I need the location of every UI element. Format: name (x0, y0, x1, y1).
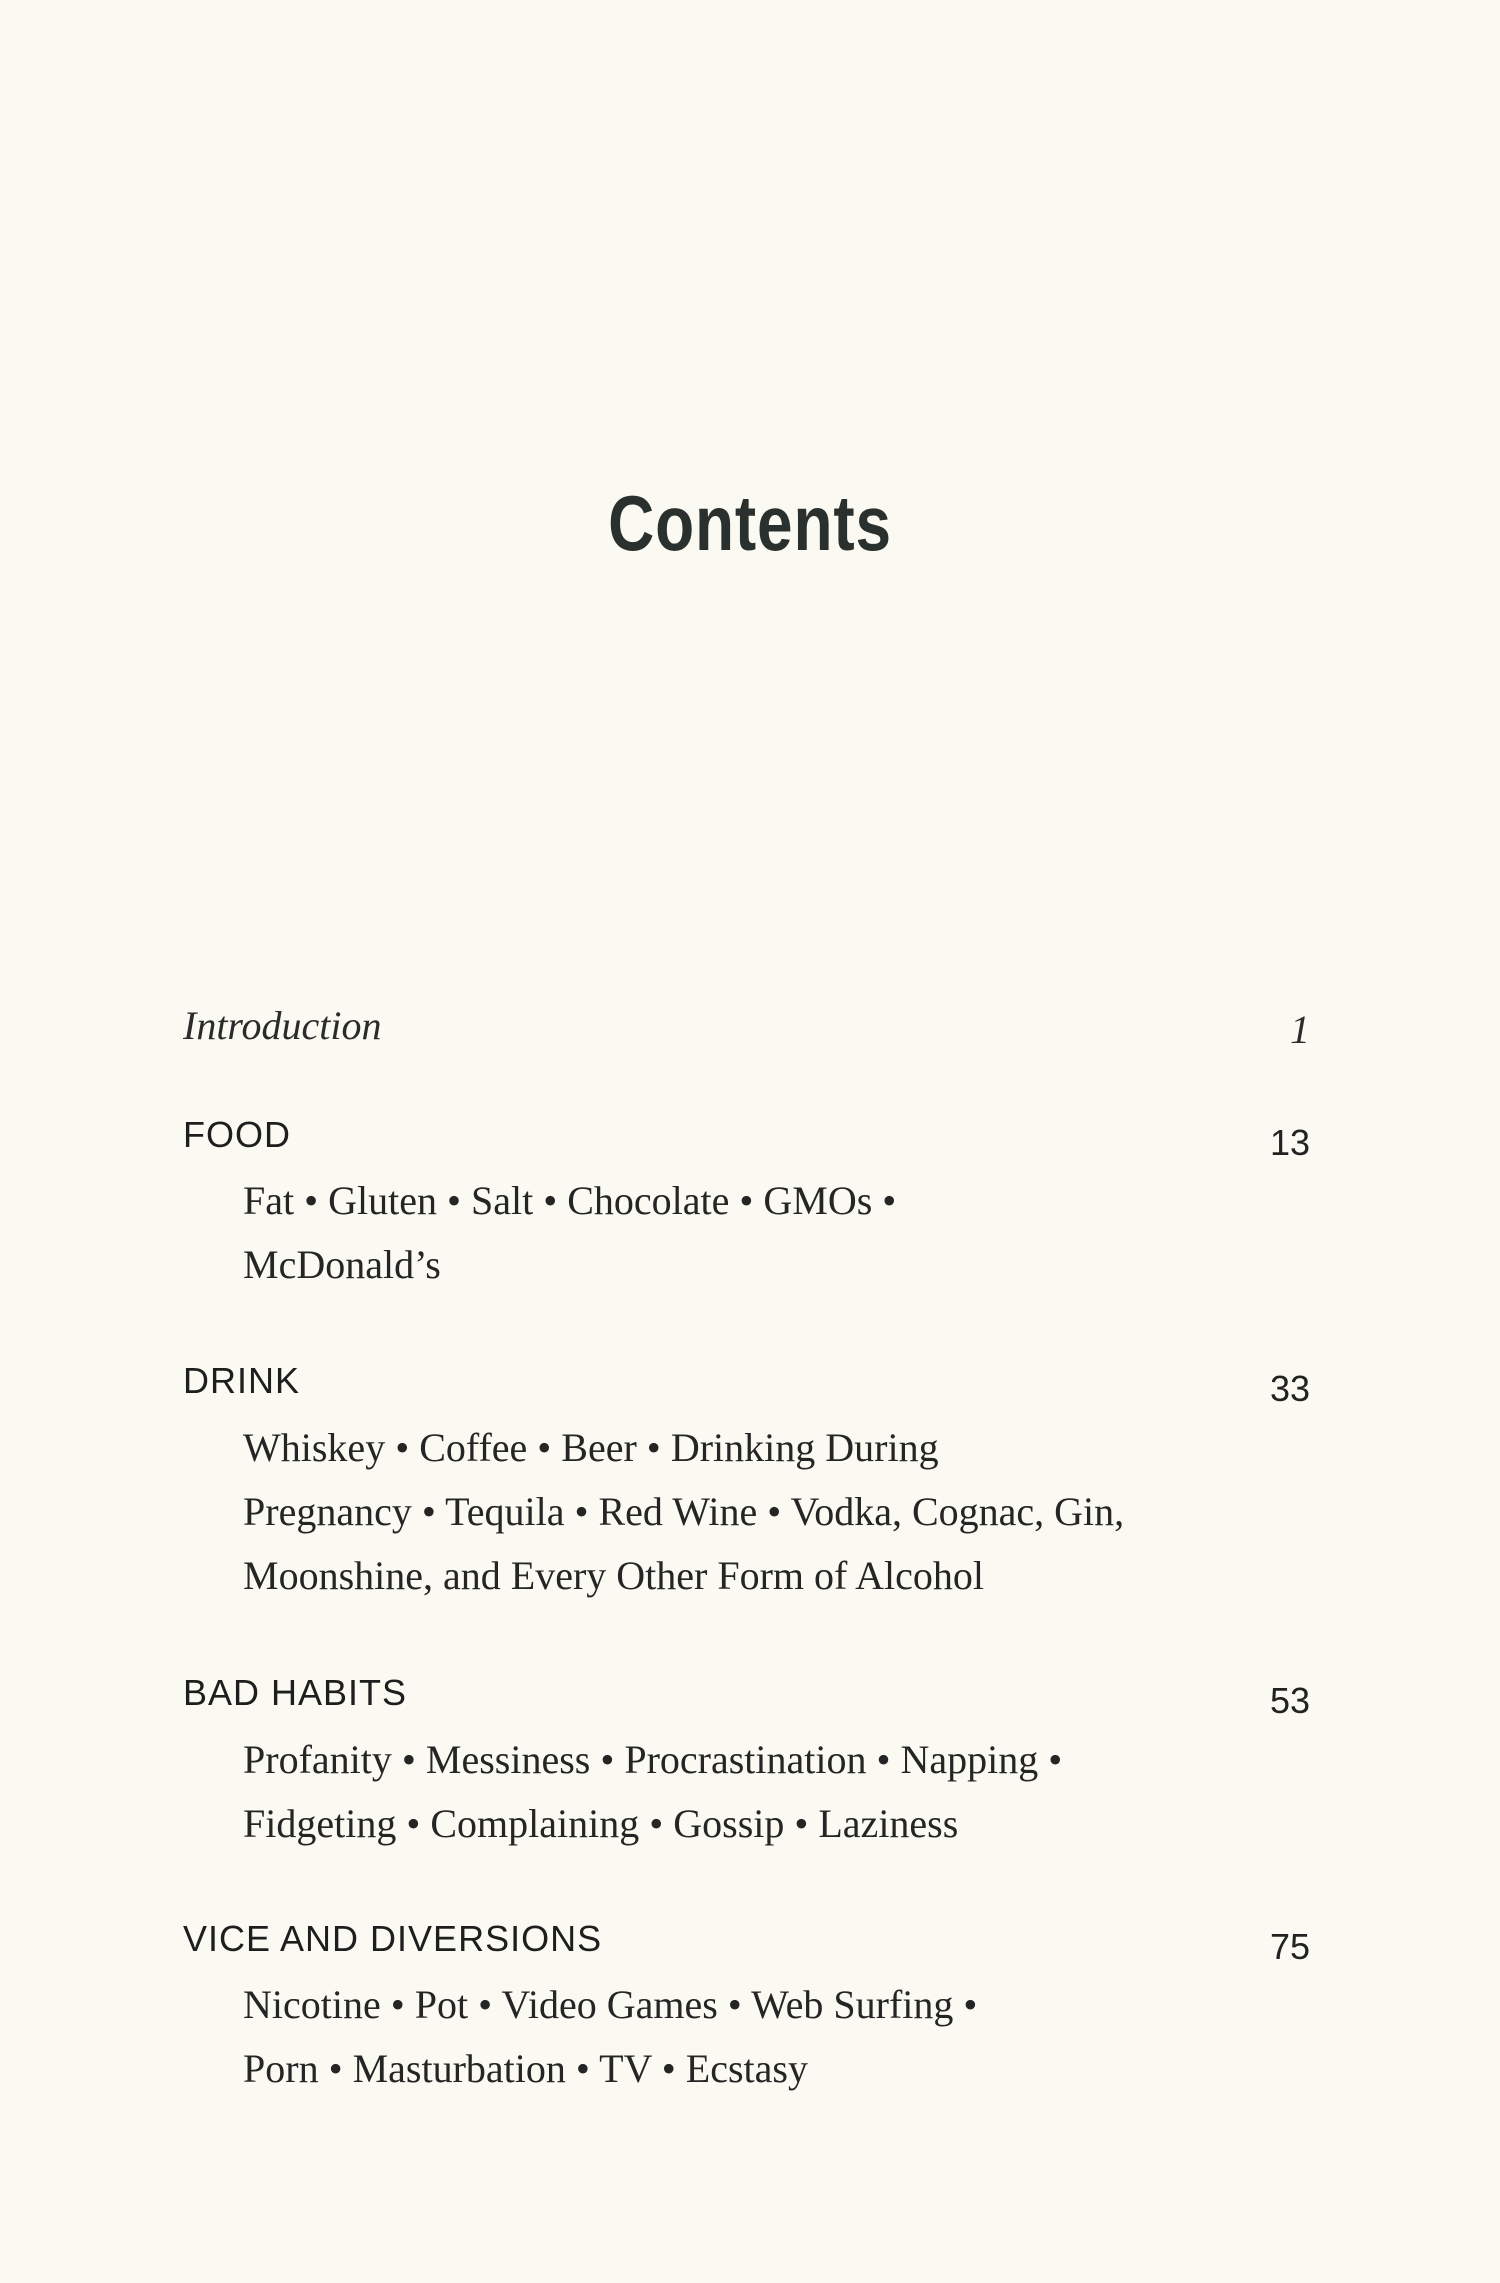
topic-line: Profanity • Messiness • Procrastination • Napping • (243, 1737, 1063, 1782)
topic-line: Fat • Gluten • Salt • Chocolate • GMOs • (243, 1178, 897, 1223)
section-topics (243, 1973, 1283, 2101)
introduction-page-number: 1 (1290, 1007, 1310, 1052)
page-title: Contents (608, 479, 892, 567)
topic-line: McDonald’s (243, 1242, 441, 1287)
introduction-label: Introduction (183, 1003, 382, 1048)
topic-line: Porn • Masturbation • TV • Ecstasy (243, 2046, 808, 2091)
topic-line: Whiskey • Coffee • Beer • Drinking During (243, 1425, 939, 1470)
section-heading: DRINK (183, 1360, 301, 1401)
section-topics (243, 1416, 1283, 1608)
section-page-number: 13 (1270, 1122, 1311, 1163)
section-heading: BAD HABITS (183, 1672, 408, 1713)
section-page-number: 75 (1270, 1926, 1311, 1967)
section-page-number: 53 (1270, 1680, 1311, 1721)
section-topics (243, 1728, 1283, 1856)
topic-line: Pregnancy • Tequila • Red Wine • Vodka, Cognac, Gin, (243, 1489, 1125, 1534)
section-heading: VICE AND DIVERSIONS (183, 1918, 603, 1959)
section-topics (243, 1169, 1283, 1297)
section-heading: FOOD (183, 1114, 291, 1155)
section-page-number: 33 (1270, 1368, 1311, 1409)
topic-line: Moonshine, and Every Other Form of Alcohol (243, 1553, 984, 1598)
topic-line: Fidgeting • Complaining • Gossip • Laziness (243, 1801, 959, 1846)
topic-line: Nicotine • Pot • Video Games • Web Surfing • (243, 1982, 978, 2027)
